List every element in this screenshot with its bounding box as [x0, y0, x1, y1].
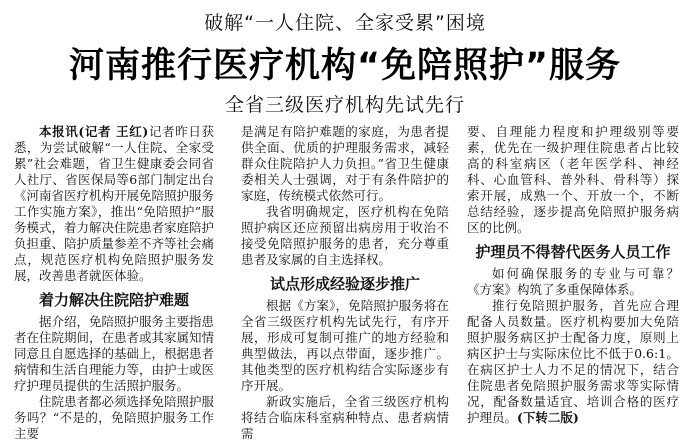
headline: 河南推行医疗机构“免陪照护”服务	[68, 46, 621, 86]
paragraph-text: 推行免陪照护服务，首先应合理配备人员数量。医疗机构要加大免陪照护服务病区护士配备力度，原则上病区护士与实际床位比不低于0.6:1。在病区护士人力不足的情况下，结合住院患者免陪照护服务需求等实际情况，配备数量适宜、培训合格的医疗护理员。	[467, 298, 679, 425]
paragraph-text: 记者昨日获悉，为尝试破解“一人住院、全家受累”社会难题，省卫生健康委会同省人社厅、省医保局等6部门制定出台《河南省医疗机构开展免陪照护服务工作实施方案》，推出“免陪照护”服务模式，着力解决住院患者家庭陪护负担重、陪护质量参差不齐等社会痛点，规范医疗机构免陪照护服务发展，改善患者就医体验。	[14, 124, 215, 283]
section-heading: 护理员不得替代医务人员工作	[475, 243, 671, 261]
continued-note: (下转二版)	[517, 410, 579, 425]
kicker-line: 破解“一人住院、全家受累”困境	[204, 12, 486, 34]
paragraph: 是满足有陪护难题的家庭，为患者提供全面、优质的护理服务需求，减轻群众住院陪护人力负担。”省卫生健康委相关人士强调，对于有条件陪护的家庭，传统模式依然可行。	[241, 124, 449, 203]
paragraph: 新政实施后，全省三级医疗机构将结合临床科室病种特点、患者病情需	[241, 394, 449, 441]
paragraph: 据介绍，免陪照护服务主要指患者在住院期间，在患者或其家属知情同意且自愿选择的基础上，根据患者病情和生活自理能力等，由护士或医疗护理员提供的生活照护服务。	[14, 314, 215, 393]
section-heading: 试点形成经验逐步推广	[269, 275, 420, 293]
paragraph: 要、自理能力程度和护理级别等要素，优先在一级护理住院患者占比较高的科室病区（老年医学科、神经科、心血管科、普外科、骨科等）探索开展，成熟一个、开放一个，不断总结经验，逐步提高免陪照护服务病区的比例。	[467, 124, 679, 235]
paragraph	[467, 298, 679, 426]
article-column-3	[467, 124, 679, 426]
section-heading: 着力解决住院陪护难题	[38, 291, 189, 309]
byline: 本报讯(记者 王红)	[39, 124, 149, 139]
article-column-2	[241, 124, 449, 442]
paragraph: 我省明确规定，医疗机构在免陪照护病区还应预留出病房用于收治不接受免陪照护服务的患者，充分尊重患者及家属的自主选择权。	[241, 204, 449, 267]
paragraph: 根据《方案》，免陪照护服务将在全省三级医疗机构先试先行，有序开展，形成可复制可推广的地方经验和典型做法，再以点带面，逐步推广。其他类型的医疗机构结合实际逐步有序开展。	[241, 298, 449, 393]
paragraph: 住院患者都必须选择免陪照护服务吗？“不是的，免陪照护服务工作主要	[14, 394, 215, 441]
paragraph	[14, 124, 214, 284]
article-column-1	[14, 124, 214, 442]
paragraph: 如何确保服务的专业与可靠？《方案》构筑了多重保障体系。	[467, 266, 679, 297]
subheadline: 全省三级医疗机构先试先行	[224, 94, 465, 116]
